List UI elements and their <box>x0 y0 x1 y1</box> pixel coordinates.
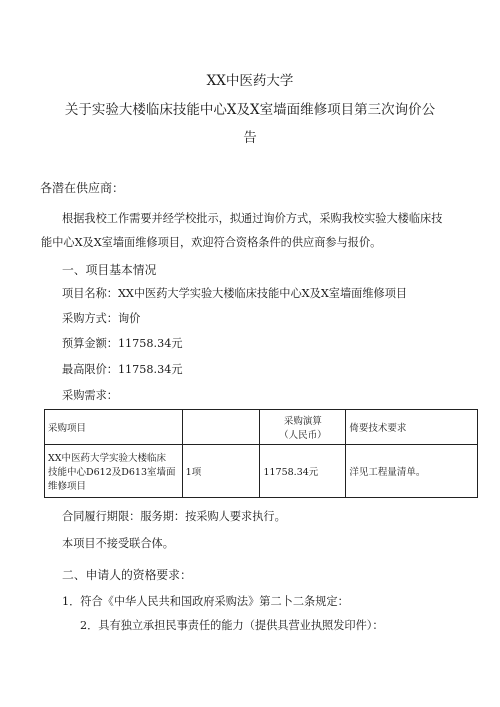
document-title-line2: 关于实验大楼临床技能中心X及X室墙面维修项目第三次询价公 <box>64 102 436 118</box>
requirement-label: 采购需求： <box>62 389 118 402</box>
header-budget-line1: 采购演算 <box>283 416 322 427</box>
cell-item-line1: XX中医药大学实验大楼临床 <box>48 453 167 464</box>
section1-heading: 一、项目基本情况 <box>62 263 157 277</box>
header-budget-line2: （人民币） <box>279 430 327 441</box>
cell-budget: 11758.34元 <box>260 445 346 498</box>
cell-spec: 洋见工程量清单。 <box>346 445 478 498</box>
header-spec: 倚要技术要求 <box>346 410 478 445</box>
salutation: 各潜在供应商： <box>40 181 125 195</box>
intro-line1: 根据我校工作需要并经学校批示，拟通过询价方式，采购我校实验大楼临床技 <box>62 212 443 225</box>
intro-line2: 能中心X及X室墙面维修项目，欢迎符合资格条件的供应商参与报价。 <box>41 236 382 249</box>
no-consortium: 本项目不接受联合体。 <box>62 537 174 550</box>
contract-period: 合同履行期限：服务期：按采购人要求执行。 <box>62 510 286 523</box>
qualification-item-2: 2．具有独立承担民事责任的能力（提供具营业执照发印件）： <box>80 619 384 632</box>
budget-amount: 预算金额：11758.34元 <box>62 337 183 350</box>
max-price: 最高限价：11758.34元 <box>62 363 183 376</box>
header-budget <box>260 410 346 445</box>
document-title-line1: XX中医药大学 <box>206 73 294 89</box>
project-name: 项目名称：XX中医药大学实验大楼临床技能中心X及X室墙面维修项目 <box>62 287 408 300</box>
cell-item <box>45 445 183 498</box>
cell-item-line3: 维修项目 <box>48 481 87 492</box>
qualification-item-1: 1．符合《中华人民共和国政府采购法》第二卜二条规定： <box>62 595 349 608</box>
cell-item-line2: 技能中心D612及D613室墙面 <box>48 467 176 478</box>
procurement-method: 采购方式：询价 <box>62 312 141 325</box>
header-qty <box>182 410 260 445</box>
table-row <box>45 445 478 498</box>
document-title-line3: 告 <box>243 130 257 146</box>
header-item: 采购项目 <box>45 410 183 445</box>
cell-qty: 1项 <box>182 445 260 498</box>
requirements-table <box>44 409 478 498</box>
table-header-row <box>45 410 478 445</box>
section2-heading: 二、申请人的资格要求： <box>62 568 192 582</box>
